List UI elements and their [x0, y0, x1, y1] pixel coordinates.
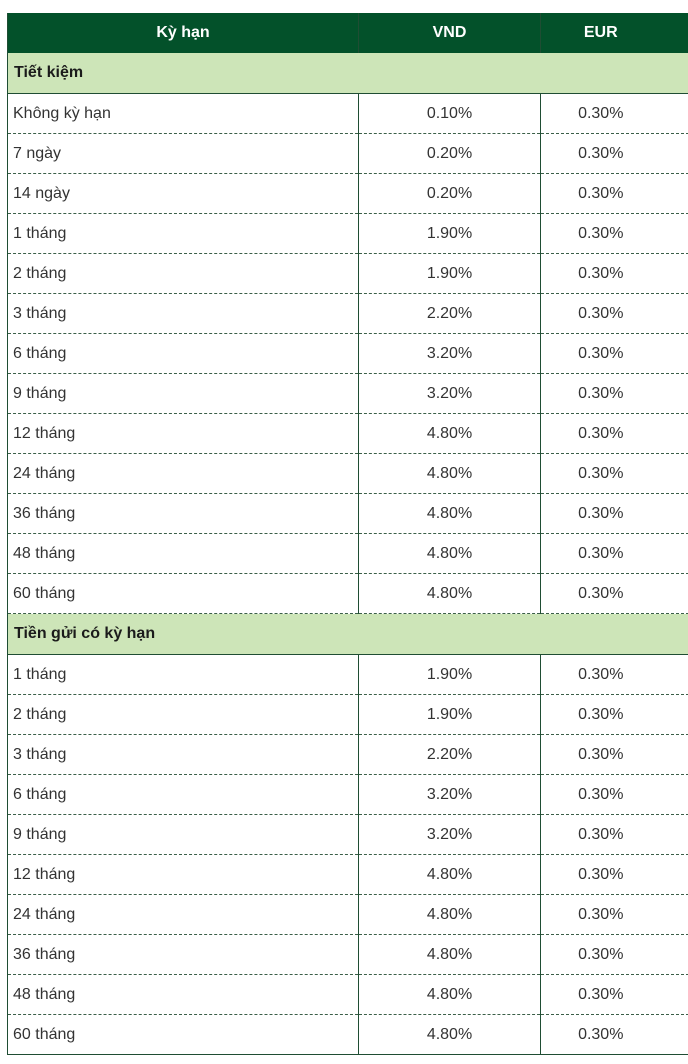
section-header-row	[8, 53, 688, 94]
vnd-rate-cell: 4.80%	[359, 1015, 541, 1055]
term-cell: 9 tháng	[8, 815, 359, 855]
term-cell: 36 tháng	[8, 935, 359, 975]
eur-rate-cell: 0.30%	[541, 855, 688, 895]
table-row	[8, 574, 688, 614]
term-cell: 6 tháng	[8, 334, 359, 374]
term-cell: 1 tháng	[8, 214, 359, 254]
vnd-rate-cell: 4.80%	[359, 494, 541, 534]
vnd-rate-cell: 4.80%	[359, 534, 541, 574]
section-title: Tiết kiệm	[8, 53, 688, 94]
vnd-rate-cell: 3.20%	[359, 374, 541, 414]
eur-rate-cell: 0.30%	[541, 1015, 688, 1055]
vnd-rate-cell: 4.80%	[359, 935, 541, 975]
eur-rate-cell: 0.30%	[541, 975, 688, 1015]
term-cell: Không kỳ hạn	[8, 94, 359, 134]
table-row	[8, 935, 688, 975]
table-row	[8, 735, 688, 775]
eur-rate-cell: 0.30%	[541, 735, 688, 775]
term-cell: 1 tháng	[8, 655, 359, 695]
term-cell: 48 tháng	[8, 975, 359, 1015]
eur-rate-cell: 0.30%	[541, 254, 688, 294]
eur-rate-cell: 0.30%	[541, 174, 688, 214]
eur-rate-cell: 0.30%	[541, 134, 688, 174]
vnd-rate-cell: 2.20%	[359, 294, 541, 334]
eur-rate-cell: 0.30%	[541, 374, 688, 414]
eur-rate-cell: 0.30%	[541, 574, 688, 614]
term-cell: 14 ngày	[8, 174, 359, 214]
table-row	[8, 454, 688, 494]
table-row	[8, 294, 688, 334]
eur-rate-cell: 0.30%	[541, 695, 688, 735]
term-cell: 12 tháng	[8, 855, 359, 895]
table-row	[8, 214, 688, 254]
table-row	[8, 94, 688, 134]
table-row	[8, 494, 688, 534]
term-cell: 24 tháng	[8, 895, 359, 935]
vnd-rate-cell: 4.80%	[359, 414, 541, 454]
term-cell: 2 tháng	[8, 695, 359, 735]
term-cell: 6 tháng	[8, 775, 359, 815]
vnd-rate-cell: 1.90%	[359, 695, 541, 735]
column-header-eur: EUR	[541, 13, 688, 53]
eur-rate-cell: 0.30%	[541, 414, 688, 454]
section-header-row	[8, 614, 688, 655]
vnd-rate-cell: 3.20%	[359, 775, 541, 815]
table-row	[8, 695, 688, 735]
term-cell: 60 tháng	[8, 574, 359, 614]
vnd-rate-cell: 1.90%	[359, 655, 541, 695]
eur-rate-cell: 0.30%	[541, 534, 688, 574]
term-cell: 7 ngày	[8, 134, 359, 174]
vnd-rate-cell: 4.80%	[359, 975, 541, 1015]
term-cell: 24 tháng	[8, 454, 359, 494]
vnd-rate-cell: 3.20%	[359, 815, 541, 855]
vnd-rate-cell: 4.80%	[359, 454, 541, 494]
interest-rate-table	[7, 13, 688, 1055]
term-cell: 48 tháng	[8, 534, 359, 574]
table-row	[8, 655, 688, 695]
eur-rate-cell: 0.30%	[541, 775, 688, 815]
table-row	[8, 855, 688, 895]
eur-rate-cell: 0.30%	[541, 294, 688, 334]
eur-rate-cell: 0.30%	[541, 454, 688, 494]
vnd-rate-cell: 1.90%	[359, 214, 541, 254]
eur-rate-cell: 0.30%	[541, 334, 688, 374]
vnd-rate-cell: 4.80%	[359, 855, 541, 895]
term-cell: 9 tháng	[8, 374, 359, 414]
table-row	[8, 414, 688, 454]
vnd-rate-cell: 4.80%	[359, 574, 541, 614]
term-cell: 3 tháng	[8, 735, 359, 775]
table-row	[8, 134, 688, 174]
column-header-vnd: VND	[359, 13, 541, 53]
eur-rate-cell: 0.30%	[541, 214, 688, 254]
table-row	[8, 334, 688, 374]
table-row	[8, 374, 688, 414]
eur-rate-cell: 0.30%	[541, 494, 688, 534]
table-row	[8, 775, 688, 815]
table-header	[8, 13, 688, 53]
column-header-term: Kỳ hạn	[8, 13, 359, 53]
table-row	[8, 1015, 688, 1055]
table-row	[8, 975, 688, 1015]
eur-rate-cell: 0.30%	[541, 655, 688, 695]
term-cell: 2 tháng	[8, 254, 359, 294]
term-cell: 60 tháng	[8, 1015, 359, 1055]
table-row	[8, 895, 688, 935]
section-title: Tiền gửi có kỳ hạn	[8, 614, 688, 655]
header-row	[8, 13, 688, 53]
eur-rate-cell: 0.30%	[541, 815, 688, 855]
vnd-rate-cell: 4.80%	[359, 895, 541, 935]
term-cell: 12 tháng	[8, 414, 359, 454]
vnd-rate-cell: 0.20%	[359, 134, 541, 174]
eur-rate-cell: 0.30%	[541, 94, 688, 134]
vnd-rate-cell: 0.20%	[359, 174, 541, 214]
table-row	[8, 174, 688, 214]
eur-rate-cell: 0.30%	[541, 935, 688, 975]
vnd-rate-cell: 3.20%	[359, 334, 541, 374]
table-body	[8, 53, 688, 1055]
table-row	[8, 254, 688, 294]
vnd-rate-cell: 1.90%	[359, 254, 541, 294]
vnd-rate-cell: 0.10%	[359, 94, 541, 134]
term-cell: 3 tháng	[8, 294, 359, 334]
table-row	[8, 815, 688, 855]
table-row	[8, 534, 688, 574]
vnd-rate-cell: 2.20%	[359, 735, 541, 775]
eur-rate-cell: 0.30%	[541, 895, 688, 935]
term-cell: 36 tháng	[8, 494, 359, 534]
